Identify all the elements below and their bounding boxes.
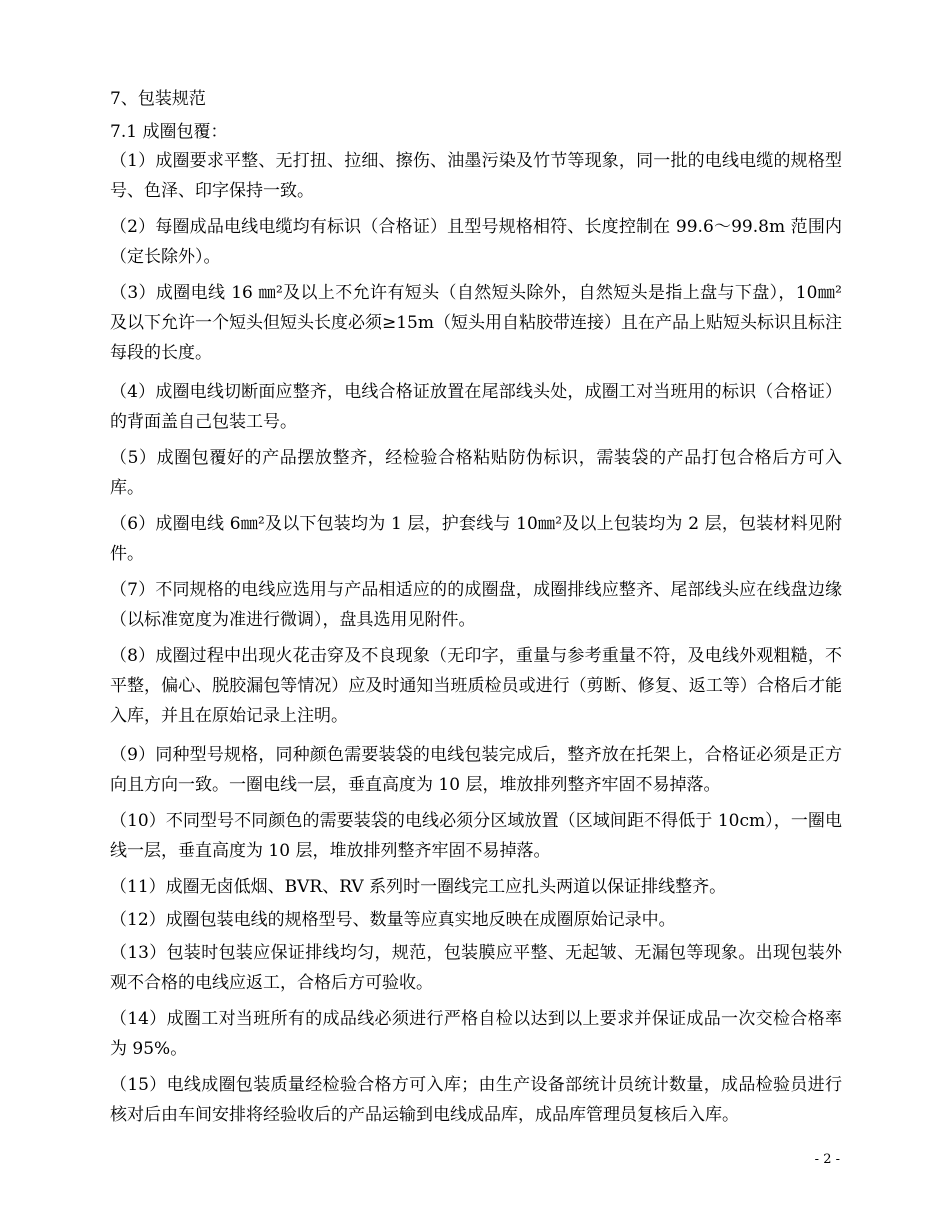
list-item: （11）成圈无卤低烟、BVR、RV 系列时一圈线完工应扎头两道以保证排线整齐。 [110, 877, 727, 897]
list-item: （14）成圈工对当班所有的成品线必须进行严格自检以达到以上要求并保证成品一次交检合格率为 95%。 [110, 1009, 842, 1059]
list-item: （3）成圈电线 16 ㎜²及以上不允许有短头（自然短头除外，自然短头是指上盘与下盘），10㎜²及以下允许一个短头但短头长度必须≥15m（短头用自粘胶带连接）且在产品上贴短头标识且标注每段的长度。 [110, 283, 842, 363]
list-item: （10）不同型号不同颜色的需要装袋的电线必须分区域放置（区域间距不得低于 10cm），一圈电线一层，垂直高度为 10 层，堆放排列整齐牢固不易掉落。 [110, 811, 842, 861]
list-item: （6）成圈电线 6㎜²及以下包装均为 1 层，护套线与 10㎜²及以上包装均为 2 层，包装材料见附件。 [110, 514, 842, 564]
list-item: （2）每圈成品电线电缆均有标识（合格证）且型号规格相符、长度控制在 99.6～99.8m 范围内（定长除外）。 [110, 217, 842, 267]
section-heading: 7、包装规范 [110, 89, 206, 109]
page-number: - 2 - [814, 1152, 840, 1167]
list-item: （4）成圈电线切断面应整齐，电线合格证放置在尾部线头处，成圈工对当班用的标识（合格证）的背面盖自己包装工号。 [110, 382, 842, 432]
list-item: （15）电线成圈包装质量经检验合格方可入库；由生产设备部统计员统计数量，成品检验员进行核对后由车间安排将经验收后的产品运输到电线成品库，成品库管理员复核后入库。 [110, 1075, 842, 1125]
list-item: （8）成圈过程中出现火花击穿及不良现象（无印字，重量与参考重量不符，及电线外观粗糙，不平整，偏心、脱胶漏包等情况）应及时通知当班质检员或进行（剪断、修复、返工等）合格后才能入库，并且在原始记录上注明。 [110, 646, 842, 726]
list-item: （1）成圈要求平整、无打扭、拉细、擦伤、油墨污染及竹节等现象，同一批的电线电缆的规格型号、色泽、印字保持一致。 [110, 151, 842, 201]
list-item: （5）成圈包覆好的产品摆放整齐，经检验合格粘贴防伪标识，需装袋的产品打包合格后方可入库。 [110, 448, 842, 498]
list-item: （7）不同规格的电线应选用与产品相适应的的成圈盘，成圈排线应整齐、尾部线头应在线盘边缘（以标准宽度为准进行微调），盘具选用见附件。 [110, 580, 842, 630]
list-item: （12）成圈包装电线的规格型号、数量等应真实地反映在成圈原始记录中。 [110, 910, 676, 930]
list-item: （9）同种型号规格，同种颜色需要装袋的电线包装完成后，整齐放在托架上，合格证必须是正方向且方向一致。一圈电线一层，垂直高度为 10 层，堆放排列整齐牢固不易掉落。 [110, 745, 842, 795]
list-item: （13）包装时包装应保证排线均匀，规范，包装膜应平整、无起皱、无漏包等现象。出现包装外观不合格的电线应返工，合格后方可验收。 [110, 943, 842, 993]
subsection-heading: 7.1 成圈包覆： [110, 122, 228, 142]
